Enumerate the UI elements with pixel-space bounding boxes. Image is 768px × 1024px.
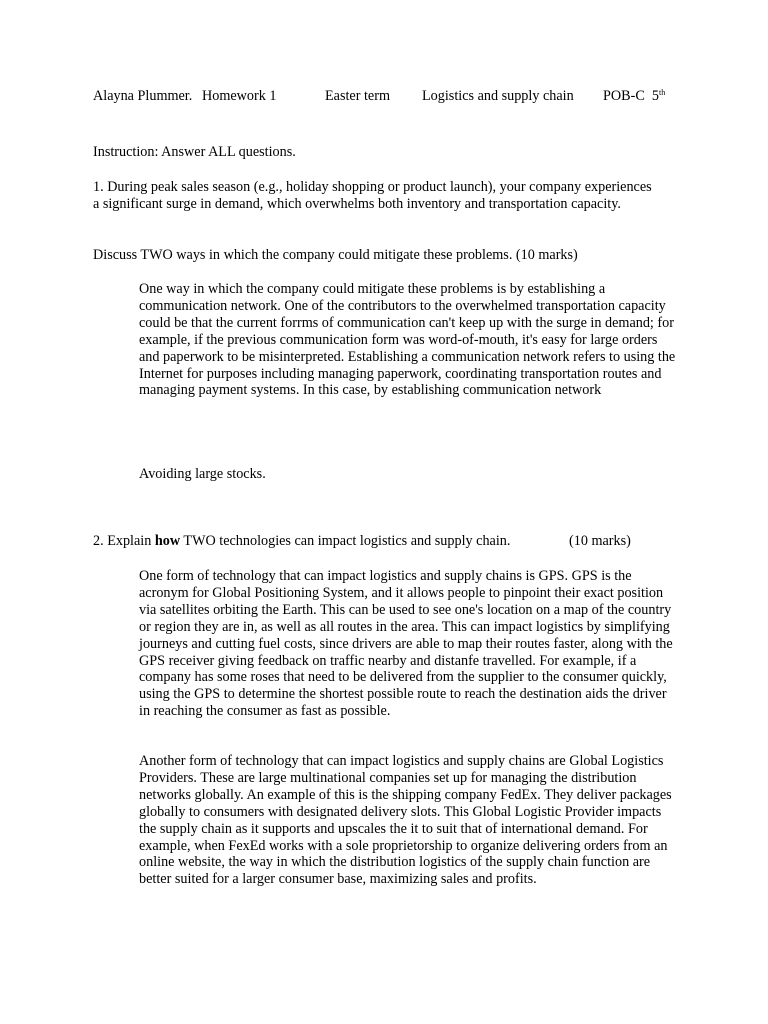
instruction-line: Instruction: Answer ALL questions. xyxy=(93,144,296,160)
question-1-task: Discuss TWO ways in which the company could mitigate these problems. (10 marks) xyxy=(93,247,578,263)
question-2-prompt xyxy=(93,533,510,550)
question-1-prompt: 1. During peak sales season (e.g., holiday shopping or product launch), your company experiences a significant surge in demand, which overwhelms both inventory and transportation capacity. xyxy=(93,179,652,212)
period-suffix: th xyxy=(658,88,666,97)
question-1-answer-1: One way in which the company could mitigate these problems is by establishing a communication network. One of the contributors to the overwhelmed transportation capacity could be that the current forrms of communication can't keep up with the surge in demand; for example, if the previous communication form was word-of-mouth, it's easy for large orders and paperwork to be misinterpreted. Establishing a communication network refers to using the Internet for purposes including managing paperwork, coordinating transportation routes and managing payment systems. In this case, by establishing communication network xyxy=(139,281,676,399)
class-code: POB-C xyxy=(603,88,645,104)
question-2-answer-1: One form of technology that can impact logistics and supply chains is GPS. GPS is the acronym for Global Positioning System, and it allows people to pinpoint their exact position via satellites orbiting the Earth. This can be used to see one's location on a map of the country or region they are in, as well as all routes in the area. This can impact logistics by simplifying journeys and cutting fuel costs, since drivers are able to map their routes faster, along with the GPS receiver giving feedback on traffic nearby and distanfe travelled. For example, if a company has some roses that need to be delivered from the supplier to the consumer quickly, using the GPS to determine the shortest possible route to reach the destination aids the driver in reaching the consumer as fast as possible. xyxy=(139,568,673,720)
question-2-marks: (10 marks) xyxy=(569,533,631,549)
question-2-answer-2: Another form of technology that can impact logistics and supply chains are Global Logistics Providers. These are large multinational companies set up for managing the distribution networks globally. An example of this is the shipping company FedEx. They deliver packages globally to consumers with designated delivery slots. This Global Logistic Provider impacts the supply chain as it supports and upscales the it to suit that of international demand. For example, when FexEd works with a sole proprietorship to organize delivering orders from an online website, the way in which the distribution logistics of the supply chain function are better suited for a larger consumer base, maximizing sales and profits. xyxy=(139,753,672,888)
question-2-bold-word: how xyxy=(154,533,181,549)
assignment-title: Homework 1 xyxy=(202,88,277,104)
question-1-answer-2: Avoiding large stocks. xyxy=(139,466,266,482)
question-2-suffix: TWO technologies can impact logistics and supply chain. xyxy=(180,533,511,549)
subject-label: Logistics and supply chain xyxy=(422,88,574,104)
class-label xyxy=(603,88,665,105)
student-name: Alayna Plummer. xyxy=(93,88,193,104)
class-period: 5 xyxy=(651,88,659,104)
question-2-prefix: 2. Explain xyxy=(93,533,155,549)
term-label: Easter term xyxy=(325,88,390,104)
